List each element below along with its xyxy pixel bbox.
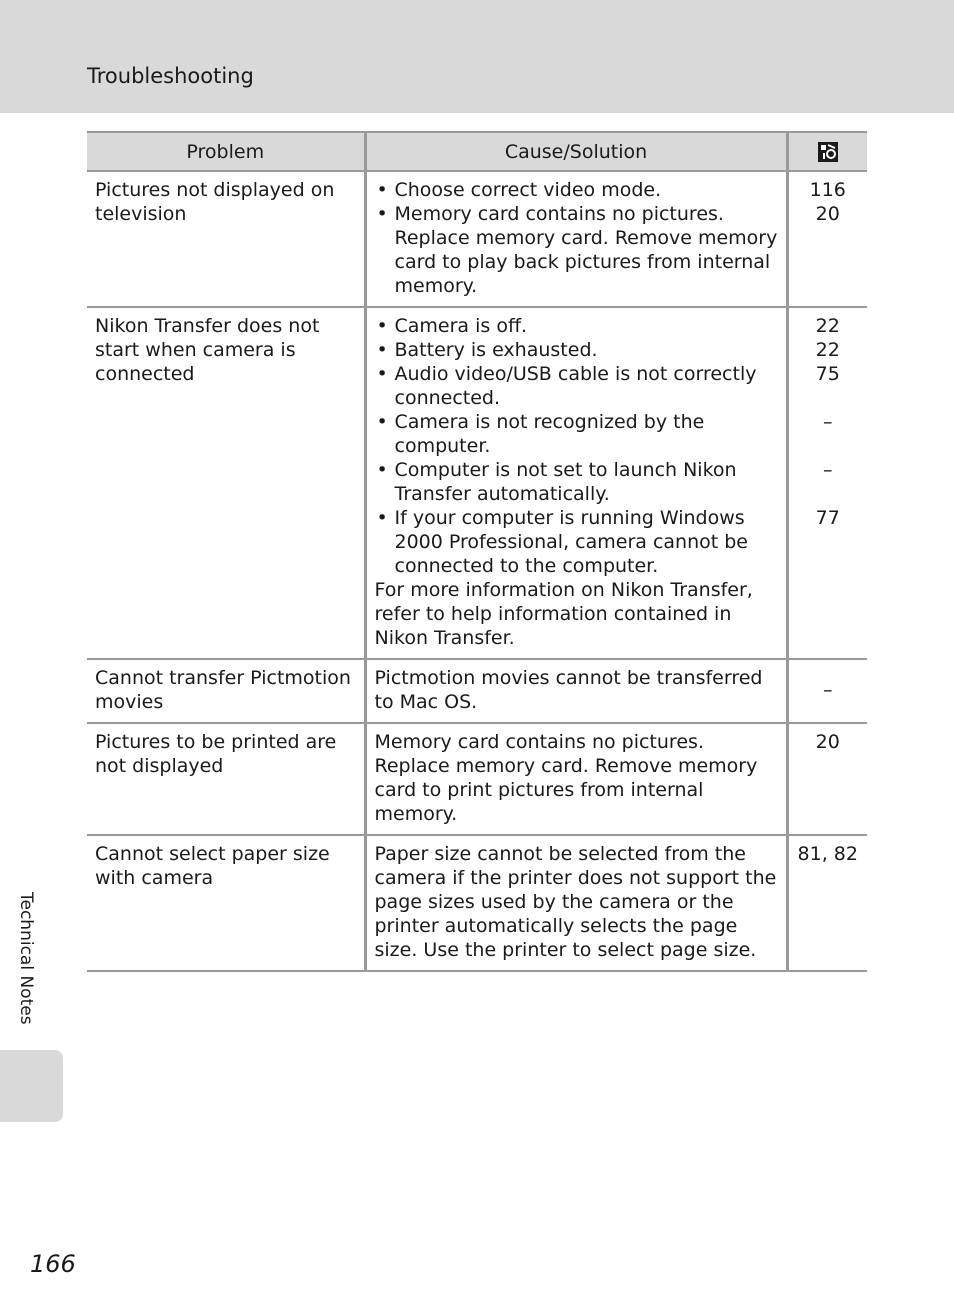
page-reference: – [823,411,833,433]
table-row [87,659,867,723]
page-reference: 116 [809,179,846,201]
page-reference: 20 [815,203,840,225]
problem-cell: Cannot select paper size with camera [87,835,365,971]
column-header-problem: Problem [87,132,365,171]
solution-note: For more information on Nikon Transfer, refer to help information contained in Nikon Transfer. [374,579,753,649]
solution-bullet: • Choose correct video mode. [375,178,778,202]
column-header-reference [787,132,867,171]
solution-bullet: • If your computer is running Windows 2000 Professional, camera cannot be connected to the computer. [375,506,778,578]
header-band [0,0,954,113]
table-row [87,723,867,835]
problem-cell: Pictures to be printed are not displayed [87,723,365,835]
solution-bullet: • Camera is off. [375,314,778,338]
reference-cell [787,835,867,971]
section-tab-label: Technical Notes [16,892,36,1025]
troubleshooting-table [87,131,867,972]
page-reference: – [823,679,833,701]
page-reference: 75 [815,363,840,385]
page-reference: 22 [815,315,840,337]
page-reference: 77 [815,507,840,529]
page-title: Troubleshooting [87,64,254,88]
problem-cell: Cannot transfer Pictmotion movies [87,659,365,723]
reference-cell [787,307,867,659]
reference-cell [787,659,867,723]
solution-bullet: • Computer is not set to launch Nikon Transfer automatically. [375,458,778,506]
solution-bullet: • Audio video/USB cable is not correctly connected. [375,362,778,410]
problem-cell: Nikon Transfer does not start when camera is connected [87,307,365,659]
page-reference: 22 [815,339,840,361]
reference-cell [787,171,867,307]
reference-cell [787,723,867,835]
table-row [87,171,867,307]
solution-cell: Paper size cannot be selected from the camera if the printer does not support the page sizes used by the camera or the printer automatically selects the page size. Use the printer to select page size. [365,835,787,971]
solution-cell: Memory card contains no pictures. Replace memory card. Remove memory card to print pictures from internal memory. [365,723,787,835]
section-tab [0,1050,63,1122]
page-reference-icon [818,142,838,162]
column-header-solution: Cause/Solution [365,132,787,171]
solution-bullet: • Camera is not recognized by the computer. [375,410,778,458]
table-header-row [87,132,867,171]
page-number: 166 [30,1250,76,1278]
table-row [87,307,867,659]
solution-bullet: • Battery is exhausted. [375,338,778,362]
problem-cell: Pictures not displayed on television [87,171,365,307]
solution-cell [365,171,787,307]
table-row [87,835,867,971]
page-reference: – [823,459,833,481]
solution-cell: Pictmotion movies cannot be transferred to Mac OS. [365,659,787,723]
solution-cell [365,307,787,659]
page-reference: 81, 82 [797,843,858,865]
solution-bullet: • Memory card contains no pictures. Replace memory card. Remove memory card to play back pictures from internal memory. [375,202,778,298]
page-reference: 20 [815,731,840,753]
